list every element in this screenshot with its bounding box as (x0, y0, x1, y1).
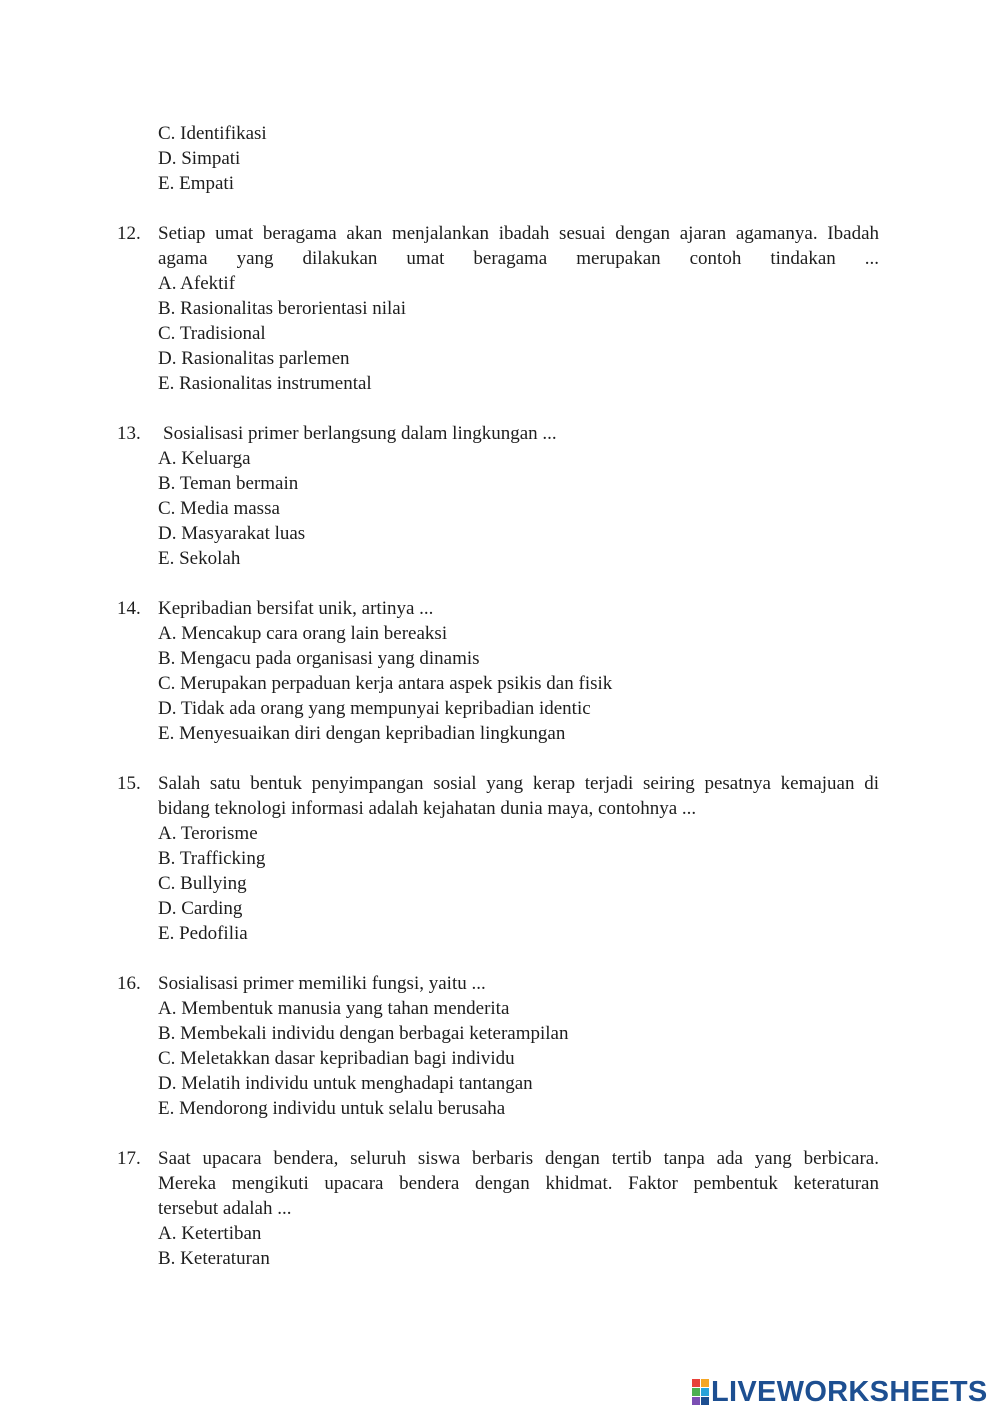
q17-option-b: B. Keteraturan (158, 1248, 270, 1269)
q16-option-a: A. Membentuk manusia yang tahan menderita (158, 998, 510, 1019)
q15-stem-line-2: bidang teknologi informasi adalah kejahatan dunia maya, contohnya ... (158, 798, 697, 819)
logo-square-icon (692, 1397, 700, 1405)
q17-option-a: A. Ketertiban (158, 1223, 262, 1244)
q13-option-c: C. Media massa (158, 498, 280, 519)
q14-option-b: B. Mengacu pada organisasi yang dinamis (158, 648, 480, 669)
q15-option-b: B. Trafficking (158, 848, 266, 869)
q12-stem-line-1: Setiap umat beragama akan menjalankan ibadah sesuai dengan ajaran agamanya. Ibadah (158, 223, 879, 244)
q16-option-d: D. Melatih individu untuk menghadapi tantangan (158, 1073, 533, 1094)
q12-option-c: C. Tradisional (158, 323, 266, 344)
q14-number: 14. (117, 598, 141, 619)
q13-option-e: E. Sekolah (158, 548, 241, 569)
logo-square-icon (701, 1379, 709, 1387)
q15-option-e: E. Pedofilia (158, 923, 248, 944)
q12-number: 12. (117, 223, 141, 244)
q17-stem-line-2: Mereka mengikuti upacara bendera dengan khidmat. Faktor pembentuk keteraturan (158, 1173, 879, 1194)
q14-option-c: C. Merupakan perpaduan kerja antara aspek psikis dan fisik (158, 673, 613, 694)
liveworksheets-logo (692, 1375, 992, 1409)
q16-stem-line-1: Sosialisasi primer memiliki fungsi, yaitu ... (158, 973, 486, 994)
q13-stem-line-1: Sosialisasi primer berlangsung dalam lingkungan ... (163, 423, 557, 444)
q11-option-e: E. Empati (158, 173, 234, 194)
logo-mark-icon (692, 1379, 708, 1405)
q13-option-d: D. Masyarakat luas (158, 523, 306, 544)
logo-square-icon (692, 1388, 700, 1396)
logo-square-icon (701, 1388, 709, 1396)
q14-option-e: E. Menyesuaikan diri dengan kepribadian lingkungan (158, 723, 566, 744)
q11-option-d: D. Simpati (158, 148, 241, 169)
q17-stem-line-1: Saat upacara bendera, seluruh siswa berbaris dengan tertib tanpa ada yang berbicara. (158, 1148, 879, 1169)
q15-option-d: D. Carding (158, 898, 243, 919)
logo-square-icon (701, 1397, 709, 1405)
logo-square-icon (692, 1379, 700, 1387)
q15-stem-line-1: Salah satu bentuk penyimpangan sosial yang kerap terjadi seiring pesatnya kemajuan di (158, 773, 879, 794)
q14-option-a: A. Mencakup cara orang lain bereaksi (158, 623, 448, 644)
q14-option-d: D. Tidak ada orang yang mempunyai kepribadian identic (158, 698, 591, 719)
q16-option-c: C. Meletakkan dasar kepribadian bagi individu (158, 1048, 515, 1069)
logo-text: LIVEWORKSHEETS (711, 1376, 988, 1408)
q16-number: 16. (117, 973, 141, 994)
q15-number: 15. (117, 773, 141, 794)
q15-option-c: C. Bullying (158, 873, 247, 894)
q17-stem-line-3: tersebut adalah ... (158, 1198, 292, 1219)
q14-stem-line-1: Kepribadian bersifat unik, artinya ... (158, 598, 434, 619)
q16-option-b: B. Membekali individu dengan berbagai keterampilan (158, 1023, 569, 1044)
q12-option-a: A. Afektif (158, 273, 236, 294)
q12-option-d: D. Rasionalitas parlemen (158, 348, 350, 369)
q11-option-c: C. Identifikasi (158, 123, 267, 144)
q16-option-e: E. Mendorong individu untuk selalu berusaha (158, 1098, 506, 1119)
q13-number: 13. (117, 423, 141, 444)
q12-stem-line-2: agama yang dilakukan umat beragama merupakan contoh tindakan ... (158, 248, 879, 269)
q13-option-a: A. Keluarga (158, 448, 251, 469)
q15-option-a: A. Terorisme (158, 823, 258, 844)
q12-option-e: E. Rasionalitas instrumental (158, 373, 372, 394)
q17-number: 17. (117, 1148, 141, 1169)
q13-option-b: B. Teman bermain (158, 473, 299, 494)
q12-option-b: B. Rasionalitas berorientasi nilai (158, 298, 407, 319)
